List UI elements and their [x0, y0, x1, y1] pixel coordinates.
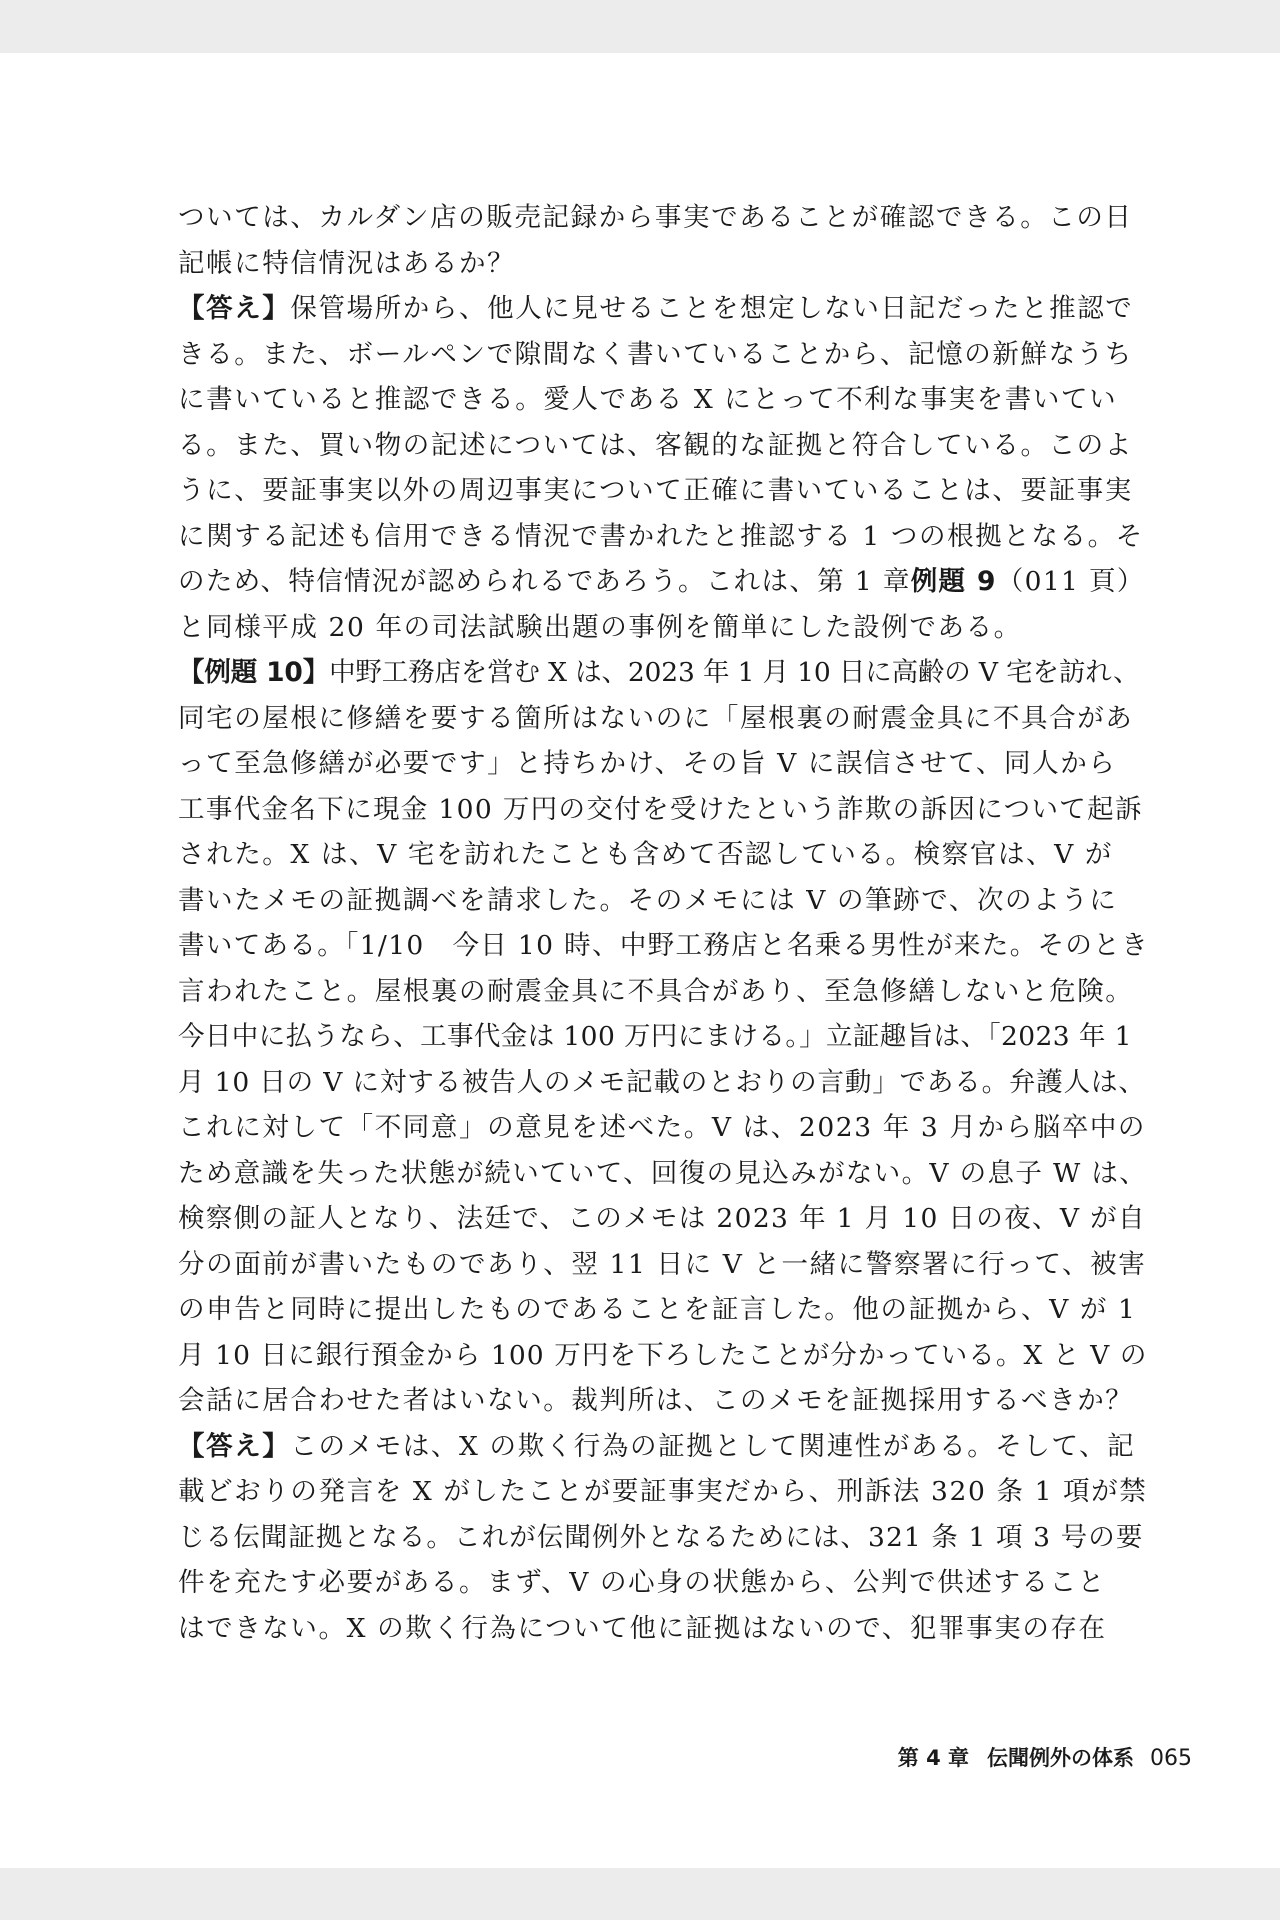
body-line: [178, 605, 1150, 651]
line-text: 分の面前が書いたものであり、翌 11 日に V と一緒に警察署に行って、被害: [178, 1248, 1147, 1280]
body-line: [178, 1287, 1150, 1333]
line-text: 記帳に特信情況はあるか？: [178, 247, 516, 279]
body-line: [178, 878, 1150, 924]
top-margin-band: [0, 0, 1280, 53]
line-text: に関する記述も信用できる情況で書かれたと推認する 1 つの根拠となる。そ: [178, 520, 1144, 552]
line-text: に書いていると推認できる。愛人である X にとって不利な事実を書いてい: [178, 384, 1118, 415]
line-text: 中野工務店を営む X は、2023 年 1 月 10 日に高齢の V 宅を訪れ、: [329, 657, 1140, 688]
line-text: のため、特信情況が認められるであろう。これは、第 1 章: [178, 566, 911, 597]
body-line: [178, 923, 1150, 969]
line-text: 言われたこと。屋根裏の耐震金具に不具合があり、至急修繕しないと危険。: [178, 975, 1134, 1007]
body-line: [178, 1606, 1150, 1652]
example-heading-line: [178, 650, 1150, 696]
line-text: って至急修繕が必要です」と持ちかけ、その旨 V に誤信させて、同人から: [178, 748, 1117, 779]
body-line: [178, 514, 1150, 560]
line-text: うに、要証事実以外の周辺事実について正確に書いていることは、要証事実: [178, 475, 1133, 506]
line-text: ため意識を失った状態が続いていて、回復の見込みがない。V の息子 W は、: [178, 1157, 1148, 1189]
body-line: [178, 1151, 1150, 1197]
body-line: [178, 1515, 1150, 1561]
line-text: 会話に居合わせた者はいない。裁判所は、このメモを証拠採用するべきか？: [178, 1385, 1134, 1416]
body-line: [178, 559, 1150, 605]
line-text: 載どおりの発言を X がしたことが要証事実だから、刑訴法 320 条 1 項が禁: [178, 1476, 1148, 1507]
line-text: 月 10 日に銀行預金から 100 万円を下ろしたことが分かっている。X と V の: [178, 1339, 1148, 1371]
body-line: [178, 1196, 1150, 1242]
footer-chapter: 第 4 章: [897, 1746, 969, 1770]
line-text: と同様平成 20 年の司法試験出題の事例を簡単にした設例である。: [178, 611, 1022, 643]
bottom-margin-band: [0, 1868, 1280, 1920]
page-number: 065: [1150, 1746, 1192, 1771]
body-line: [178, 832, 1150, 878]
line-text: このメモは、X の欺く行為の証拠として関連性がある。そして、記: [290, 1430, 1136, 1462]
answer-marker: 【答え】: [178, 1430, 291, 1462]
line-text: の申告と同時に提出したものであることを証言した。他の証拠から、V が 1: [178, 1294, 1137, 1325]
line-text: じる伝聞証拠となる。これが伝聞例外となるためには、321 条 1 項 3 号の要: [178, 1521, 1144, 1553]
body-line: [178, 1060, 1150, 1106]
line-text: 検察側の証人となり、法廷で、このメモは 2023 年 1 月 10 日の夜、V が自: [178, 1203, 1146, 1234]
line-text: ついては、カルダン店の販売記録から事実であることが確認できる。この日: [178, 202, 1133, 233]
body-line: [178, 696, 1150, 742]
line-text: された。X は、V 宅を訪れたことも含めて否認している。検察官は、V が: [178, 839, 1114, 870]
line-text: きる。また、ボールペンで隙間なく書いていることから、記憶の新鮮なうち: [178, 338, 1133, 370]
body-line: [178, 741, 1150, 787]
line-text: 月 10 日の V に対する被告人のメモ記載のとおりの言動」である。弁護人は、: [178, 1066, 1146, 1098]
answer-line: [178, 286, 1150, 332]
body-line: [178, 1014, 1150, 1060]
body-line: [178, 468, 1150, 514]
line-text: 保管場所から、他人に見せることを想定しない日記だったと推認で: [290, 293, 1134, 324]
body-line: [178, 377, 1150, 423]
body-line: [178, 969, 1150, 1015]
answer-line: [178, 1424, 1150, 1470]
line-text: 同宅の屋根に修繕を要する箇所はないのに「屋根裏の耐震金具に不具合があ: [178, 702, 1134, 734]
line-text: 書いたメモの証拠調べを請求した。そのメモには V の筆跡で、次のように: [178, 884, 1118, 916]
body-line: [178, 195, 1150, 241]
body-line: [178, 332, 1150, 378]
line-text: 工事代金名下に現金 100 万円の交付を受けたという詐欺の訴因について起訴: [178, 793, 1143, 825]
body-line: [178, 1560, 1150, 1606]
page-reference: （011 頁）: [996, 566, 1145, 597]
body-line: [178, 241, 1150, 287]
footer-chapter-title: 伝聞例外の体系: [987, 1746, 1134, 1770]
body-line: [178, 787, 1150, 833]
page-body-text: [178, 195, 1150, 1651]
body-line: [178, 1378, 1150, 1424]
body-line: [178, 1333, 1150, 1379]
line-text: 書いてある。「1/10 今日 10 時、中野工務店と名乗る男性が来た。そのとき: [178, 930, 1149, 961]
example-marker: 【例題 10】: [178, 657, 330, 688]
line-text: はできない。X の欺く行為について他に証拠はないので、犯罪事実の存在: [178, 1612, 1107, 1644]
body-line: [178, 1469, 1150, 1515]
line-text: 今日中に払うなら、工事代金は 100 万円にまける。」立証趣旨は、「2023 年 1: [178, 1021, 1132, 1052]
line-text: 件を充たす必要がある。まず、V の心身の状態から、公判で供述すること: [178, 1567, 1106, 1598]
page-footer: [898, 1738, 1192, 1778]
answer-marker: 【答え】: [178, 293, 291, 324]
body-line: [178, 1105, 1150, 1151]
body-line: [178, 423, 1150, 469]
example-reference: 例題 9: [910, 566, 997, 597]
line-text: これに対して「不同意」の意見を述べた。V は、2023 年 3 月から脳卒中の: [178, 1112, 1147, 1143]
body-line: [178, 1242, 1150, 1288]
line-text: る。また、買い物の記述については、客観的な証拠と符合している。このよ: [178, 429, 1133, 461]
